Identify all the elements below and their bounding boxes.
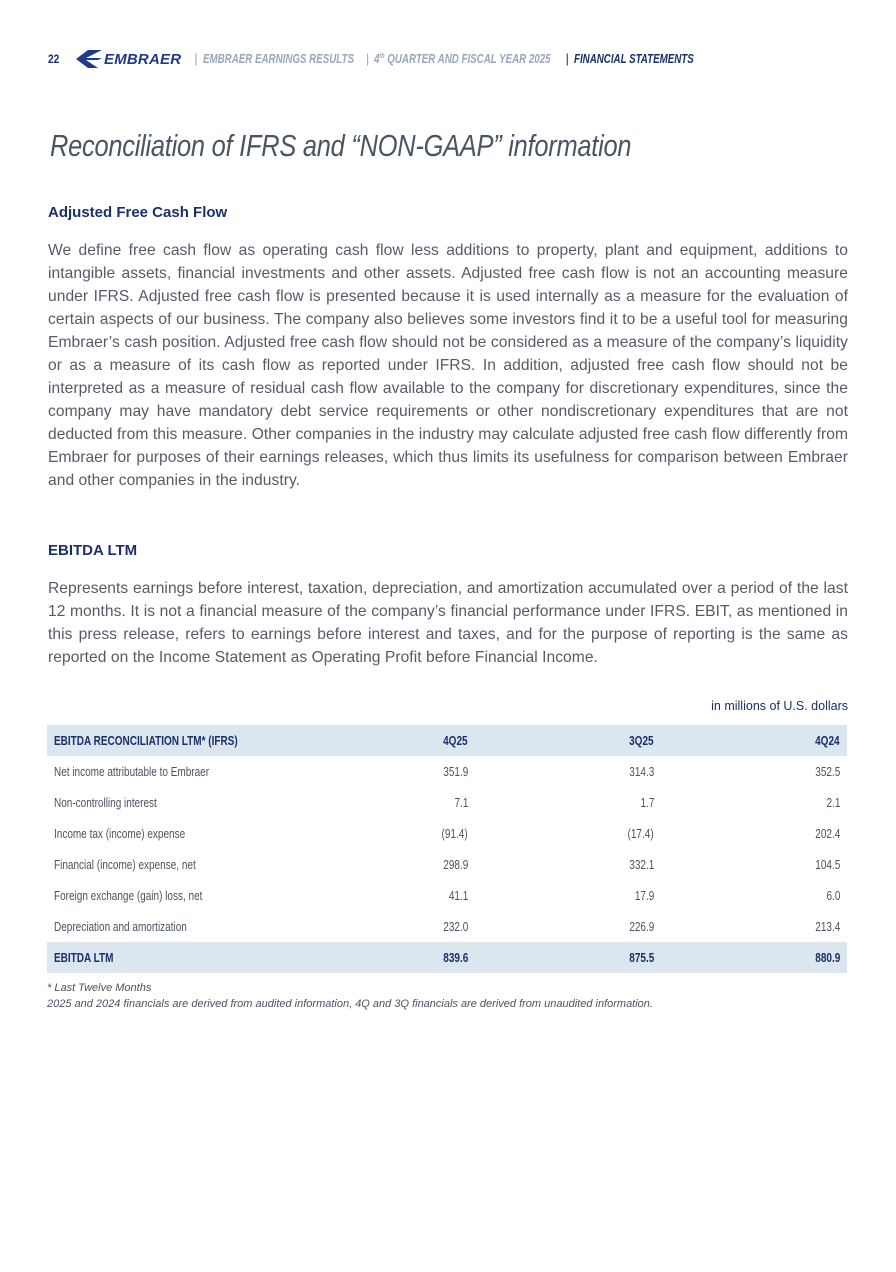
table-total-row [47,942,847,973]
cell-value: 875.5 [475,942,661,973]
embraer-logo [76,49,181,69]
afcf-heading: Adjusted Free Cash Flow [48,204,228,221]
column-header: EBITDA RECONCILIATION LTM* (IFRS) [47,725,347,756]
header-quarter: 4th QUARTER AND FISCAL YEAR 2025 [374,52,551,66]
cell-value: 839.6 [347,942,475,973]
cell-value: 17.9 [634,888,654,903]
page-number: 22 [48,52,60,66]
table-row [47,818,847,849]
table-row [47,756,847,787]
cell-value: 880.9 [661,942,847,973]
footnote-audit: 2025 and 2024 financials are derived from audited information, 4Q and 3Q financials are derived from unaudited information. [47,998,653,1010]
row-label: Non-controlling interest [54,795,157,810]
cell-value: 104.5 [814,857,840,872]
cell-value: 226.9 [628,919,654,934]
row-label: EBITDA LTM [47,942,347,973]
header-section: FINANCIAL STATEMENTS [573,52,694,66]
cell-value: 213.4 [814,919,840,934]
header-separator: | [565,52,569,66]
table-row [47,849,847,880]
table-row [47,880,847,911]
row-label: Income tax (income) expense [54,826,186,841]
header-separator: | [194,52,198,66]
cell-value: 352.5 [814,764,840,779]
column-header: 4Q24 [661,725,847,756]
cell-value: 232.0 [442,919,468,934]
cell-value: 314.3 [628,764,654,779]
cell-value: 6.0 [826,888,840,903]
row-label: Financial (income) expense, net [54,857,196,872]
cell-value: 7.1 [454,795,468,810]
cell-value: 202.4 [814,826,840,841]
header-earnings: EMBRAER EARNINGS RESULTS [202,52,354,66]
ebitda-paragraph: Represents earnings before interest, taxation, depreciation, and amortization accumulated over a period of the last 12 months. It is not a financial measure of the company’s financial performance under IFRS. EBIT, as mentioned in this press release, refers to earnings before interest and taxes, and for the purpose of reporting is the same as reported on the Income Statement as Operating Profit before Financial Income. [48,580,848,666]
header-separator: | [366,52,370,66]
cell-value: 2.1 [826,795,840,810]
cell-value: 41.1 [448,888,468,903]
table-row [47,787,847,818]
ebitda-heading: EBITDA LTM [48,542,138,559]
table-header-row [47,725,847,756]
table-row [47,911,847,942]
units-note: in millions of U.S. dollars [711,699,848,713]
row-label: Foreign exchange (gain) loss, net [54,888,203,903]
cell-value: 298.9 [442,857,468,872]
column-header: 3Q25 [475,725,661,756]
cell-value: (17.4) [627,826,654,841]
cell-value: 351.9 [442,764,468,779]
logo-text: EMBRAER [104,50,182,68]
page-title: Reconciliation of IFRS and “NON-GAAP” information [50,128,632,163]
cell-value: 1.7 [640,795,654,810]
embraer-arrow-icon [76,49,102,69]
afcf-paragraph: We define free cash flow as operating cash flow less additions to property, plant and equipment, additions to intangible assets, financial investments and other assets. Adjusted free cash flow is not an accounting measure under IFRS. Adjusted free cash flow is presented because it is used internally as a measure for the evaluation of certain aspects of our business. The company also believes some investors find it to be a useful tool for measuring Embraer’s cash position. Adjusted free cash flow should not be considered as a measure of the company’s liquidity or as a measure of its cash flow as reported under IFRS. In addition, adjusted free cash flow should not be interpreted as a measure of residual cash flow available to the company for discretionary expenditures, since the company may have mandatory debt service requirements or other nondiscretionary expenditures that are not deducted from this measure. Other companies in the industry may calculate adjusted free cash flow differently from Embraer for purposes of their earnings releases, which thus limits its usefulness for comparison between Embraer and other companies in the industry. [48,242,848,489]
footnote-ltm: * Last Twelve Months [47,982,152,994]
column-header: 4Q25 [347,725,475,756]
cell-value: 332.1 [628,857,654,872]
row-label: Net income attributable to Embraer [54,764,210,779]
page-header [48,48,727,70]
ebitda-reconciliation-table [47,725,847,973]
header-breadcrumb [189,52,727,66]
row-label: Depreciation and amortization [54,919,187,934]
cell-value: (91.4) [441,826,468,841]
